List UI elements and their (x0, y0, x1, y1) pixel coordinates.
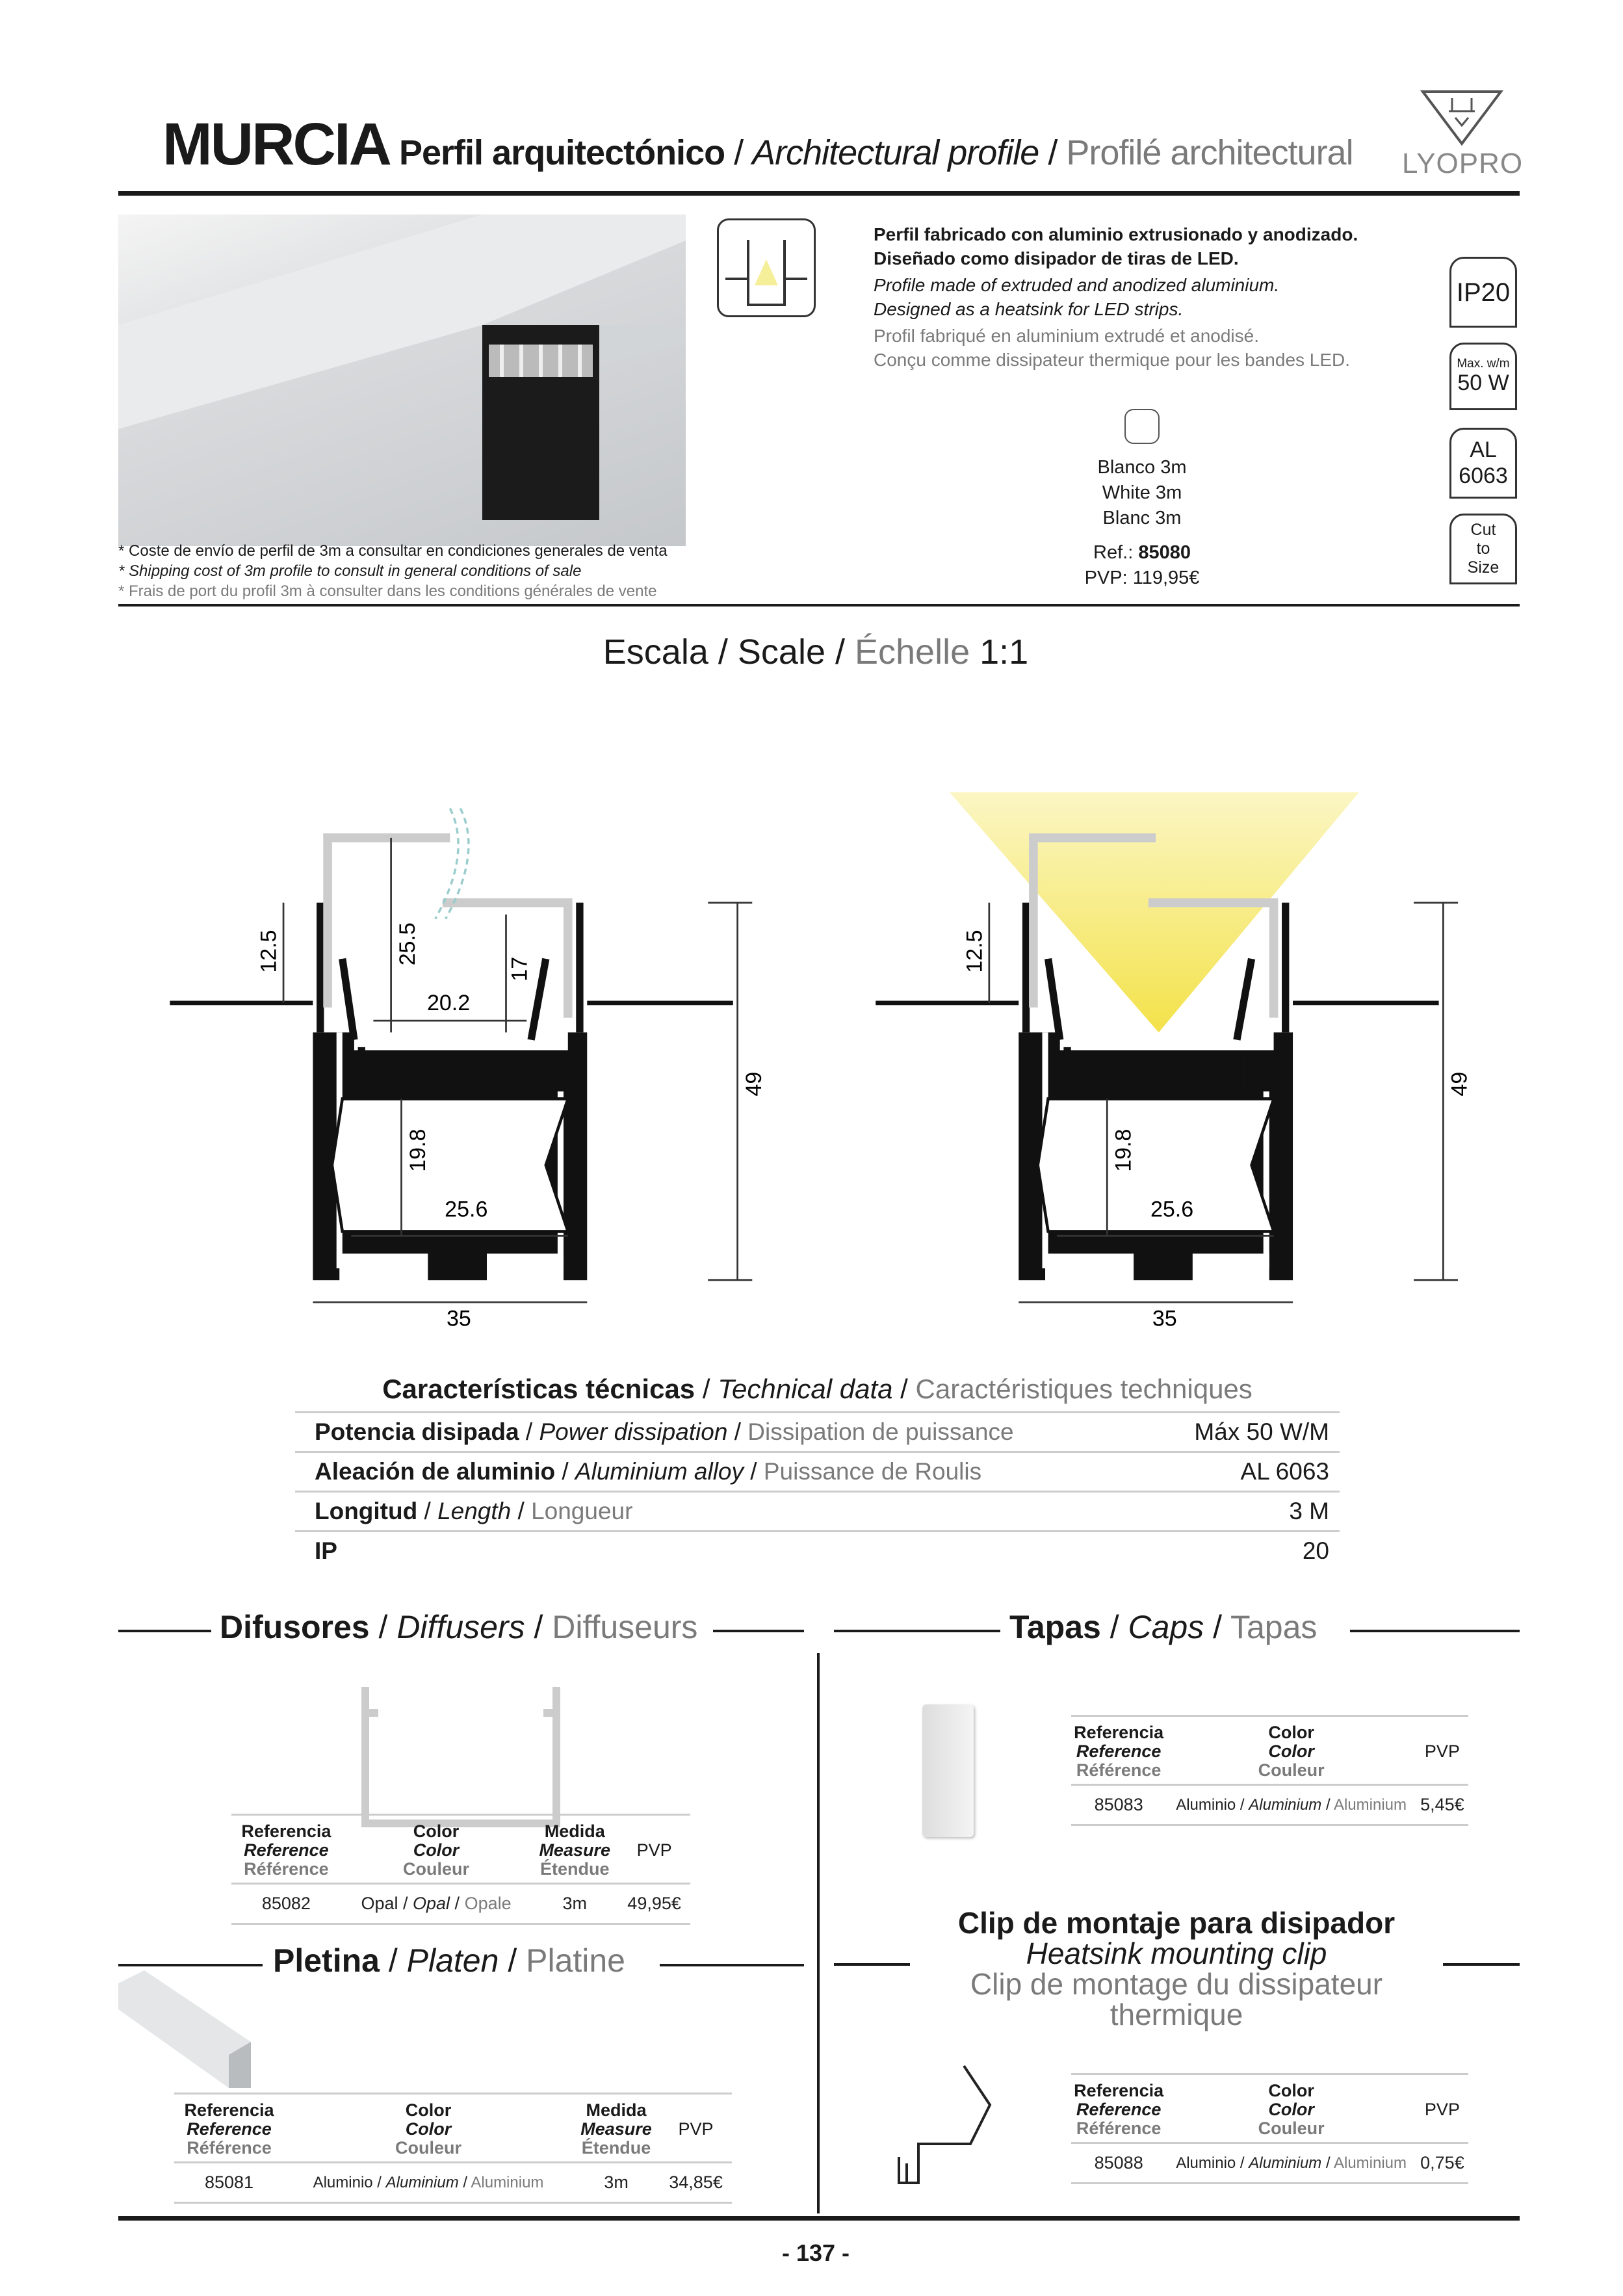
column-header (573, 2094, 660, 2163)
section-rule (118, 604, 1520, 607)
footnote-fr: * Frais de port du profil 3m à consulter dans les conditions générales de vente (118, 582, 657, 600)
table-cell: Color (1268, 2081, 1314, 2100)
table-cell: Couleur (1258, 1760, 1325, 1780)
brand-logo: LYOPRO (1402, 88, 1521, 186)
table-cell: Aluminio / Aluminium / Aluminium (284, 2163, 573, 2203)
table-cell: 49,95€ (618, 1884, 690, 1924)
vertical-divider (817, 1653, 820, 2213)
column-header (1071, 1716, 1166, 1785)
table-cell: Color (413, 1840, 460, 1860)
table-cell: Aluminium (385, 2173, 459, 2191)
table-row (174, 2163, 732, 2203)
footnote-en: * Shipping cost of 3m profile to consult in general conditions of sale (118, 562, 582, 580)
table-cell: Aluminio (1176, 2154, 1236, 2172)
divider (713, 1630, 804, 1632)
tech-row-alloy: Aleación de aluminio / Aluminium alloy / Puissance de Roulis AL 6063 (295, 1453, 1340, 1493)
table-cell: Color (1268, 2100, 1314, 2119)
tech-row-power: Potencia disipada / Power dissipation / Dissipation de puissance Máx 50 W/M (295, 1413, 1340, 1453)
scale-title: Escala / Scale / Échelle 1:1 (603, 633, 1029, 672)
caps-table (1071, 1715, 1468, 1826)
table-cell: Reference (1076, 2100, 1162, 2119)
profile-cross-section-dimensions (170, 767, 766, 1339)
footer-rule (118, 2216, 1520, 2221)
dim-35: 35 (447, 1306, 471, 1331)
page-title: MURCIA Perfil arquitectónico / Architectural profile / Profilé architectural (162, 111, 1353, 177)
technical-data-title: Características técnicas / Technical data / Caractéristiques techniques (295, 1374, 1340, 1413)
table-cell: 85088 (1071, 2143, 1166, 2184)
table-cell: Aluminio / Aluminium / Aluminium (1166, 1785, 1416, 1825)
column-header (1166, 2074, 1416, 2143)
table-cell: Opal (361, 1894, 398, 1913)
table-cell: Color (1268, 1723, 1314, 1742)
table-row (174, 2094, 732, 2163)
table-cell: Reference (244, 1840, 329, 1860)
max-power-badge: Max. w/m 50 W (1449, 343, 1517, 410)
table-cell: Aluminium (1333, 2154, 1407, 2172)
table-row (231, 1884, 690, 1924)
light-beam (950, 792, 1360, 1033)
table-cell: Color (1268, 1742, 1314, 1761)
divider (660, 1964, 804, 1966)
table-cell: Color (405, 2100, 452, 2120)
dim-12-5: 12.5 (962, 930, 987, 973)
table-row (1071, 2143, 1468, 2184)
dim-17: 17 (507, 956, 532, 982)
table-cell: Étendue (581, 2138, 651, 2158)
alloy-badge: AL 6063 (1449, 428, 1517, 499)
header-rule (118, 191, 1520, 196)
table-row (1071, 2074, 1468, 2143)
platen-photo (118, 1970, 251, 2088)
table-cell: Aluminium (471, 2173, 544, 2191)
diffuser-table (231, 1814, 690, 1925)
column-header (284, 2094, 573, 2163)
table-cell: 0,75€ (1416, 2143, 1468, 2184)
table-cell: Referencia (241, 1821, 331, 1841)
table-cell: Aluminium (1333, 1795, 1407, 1814)
table-cell: 34,85€ (660, 2163, 732, 2203)
tech-row-length: Longitud / Length / Longueur 3 M (295, 1493, 1340, 1532)
table-cell: 3m (531, 1884, 618, 1924)
dim-25-5: 25.5 (395, 922, 420, 966)
diffusers-title: Difusores / Diffusers / Diffuseurs (220, 1609, 698, 1645)
table-cell: 85082 (231, 1884, 341, 1924)
clip-drawing (892, 2066, 991, 2184)
table-cell: 3m (573, 2163, 660, 2203)
table-cell: Aluminio (313, 2173, 373, 2191)
dim-35: 35 (1152, 1306, 1177, 1331)
column-header (341, 1815, 531, 1884)
table-cell: Étendue (539, 1859, 610, 1879)
cap-photo (922, 1704, 974, 1837)
product-description: Perfil fabricado con aluminio extrusionado y anodizado. Diseñado como disipador de tiras de LED. Profile made of extruded and anodized aluminium. Designed as a heatsink for LED strips. Profil fabriqué en aluminium extrudé et anodisé. Conçu comme dissipateur thermique pour les bandes LED. (874, 224, 1358, 370)
divider (118, 1964, 263, 1966)
platen-table (174, 2093, 732, 2204)
column-header: PVP (1416, 2074, 1468, 2143)
column-header: PVP (618, 1815, 690, 1884)
table-cell: Couleur (1258, 2119, 1325, 2138)
clip-table (1071, 2073, 1468, 2184)
table-cell: Referencia (1074, 1723, 1164, 1742)
profile-light-beam-drawing (871, 767, 1472, 1339)
table-cell: Référence (244, 1859, 329, 1879)
lamp-logo-icon (1420, 88, 1504, 147)
table-cell: Color (413, 1821, 460, 1841)
dim-25-6: 25.6 (1150, 1197, 1194, 1222)
table-cell: Opal / Opal / Opale (341, 1884, 531, 1924)
table-cell: 85081 (174, 2163, 284, 2203)
divider (834, 1630, 1000, 1632)
table-cell: Measure (539, 1840, 610, 1860)
table-row (1071, 1716, 1468, 1785)
column-header: PVP (660, 2094, 732, 2163)
table-cell: Aluminium (1249, 1795, 1322, 1814)
caps-title: Tapas / Caps / Tapas (1009, 1609, 1318, 1645)
divider (1350, 1630, 1520, 1632)
product-info: Blanco 3m White 3m Blanc 3m Ref.: 85080 PVP: 119,95€ (1084, 457, 1200, 588)
table-cell: Color (405, 2119, 452, 2139)
page-number: - 137 - (781, 2239, 850, 2266)
cut-to-size-badge: Cut to Size (1449, 514, 1517, 584)
column-header (174, 2094, 284, 2163)
table-cell: Aluminium (1249, 2154, 1322, 2172)
table-cell: Opal (413, 1894, 450, 1913)
table-cell: Referencia (1074, 2081, 1164, 2100)
divider (1443, 1963, 1520, 1966)
footnote-es: * Coste de envío de perfil de 3m a consultar en condiciones generales de venta (118, 542, 668, 560)
product-photo (118, 215, 686, 546)
dim-19-8: 19.8 (1111, 1128, 1136, 1172)
table-cell: 5,45€ (1416, 1785, 1468, 1825)
cross-section-icon (717, 218, 816, 317)
table-cell: 85083 (1071, 1785, 1166, 1825)
table-cell: Aluminio / Aluminium / Aluminium (1166, 2143, 1416, 2184)
table-cell: Reference (187, 2119, 272, 2139)
diffuser-drawing (361, 1687, 561, 1830)
table-cell: Medida (586, 2100, 647, 2120)
table-cell: Référence (187, 2138, 272, 2158)
color-swatch-white (1124, 409, 1160, 444)
table-row (1071, 1785, 1468, 1825)
divider (118, 1630, 211, 1632)
table-cell: Aluminio (1176, 1795, 1236, 1814)
dim-19-8: 19.8 (405, 1128, 430, 1172)
table-cell: Référence (1076, 1760, 1162, 1780)
column-header: PVP (1416, 1716, 1468, 1785)
dim-12-5: 12.5 (256, 930, 281, 973)
dim-49: 49 (741, 1071, 766, 1097)
table-cell: Couleur (395, 2138, 461, 2158)
column-header (1166, 1716, 1416, 1785)
column-header (1071, 2074, 1166, 2143)
table-cell: Référence (1076, 2119, 1162, 2138)
ip-badge: IP20 (1449, 257, 1517, 328)
technical-data-table (295, 1374, 1340, 1570)
dim-49: 49 (1447, 1071, 1472, 1097)
tech-row-ip: IP 20 (315, 1537, 1329, 1564)
clip-title: Clip de montaje para disipador Heatsink mounting clip Clip de montage du dissipateur thermique (957, 1906, 1396, 2031)
dim-25-6: 25.6 (445, 1197, 488, 1222)
table-cell: Opale (464, 1894, 512, 1913)
dim-20-2: 20.2 (426, 991, 471, 1016)
column-header (231, 1815, 341, 1884)
table-row (231, 1815, 690, 1884)
table-cell: Measure (580, 2119, 652, 2139)
platen-title: Pletina / Platen / Platine (273, 1942, 625, 1979)
table-cell: Couleur (403, 1859, 470, 1879)
table-cell: Referencia (184, 2100, 274, 2120)
column-header (531, 1815, 618, 1884)
divider (834, 1963, 910, 1966)
table-cell: Reference (1076, 1742, 1162, 1761)
table-cell: Medida (544, 1821, 605, 1841)
